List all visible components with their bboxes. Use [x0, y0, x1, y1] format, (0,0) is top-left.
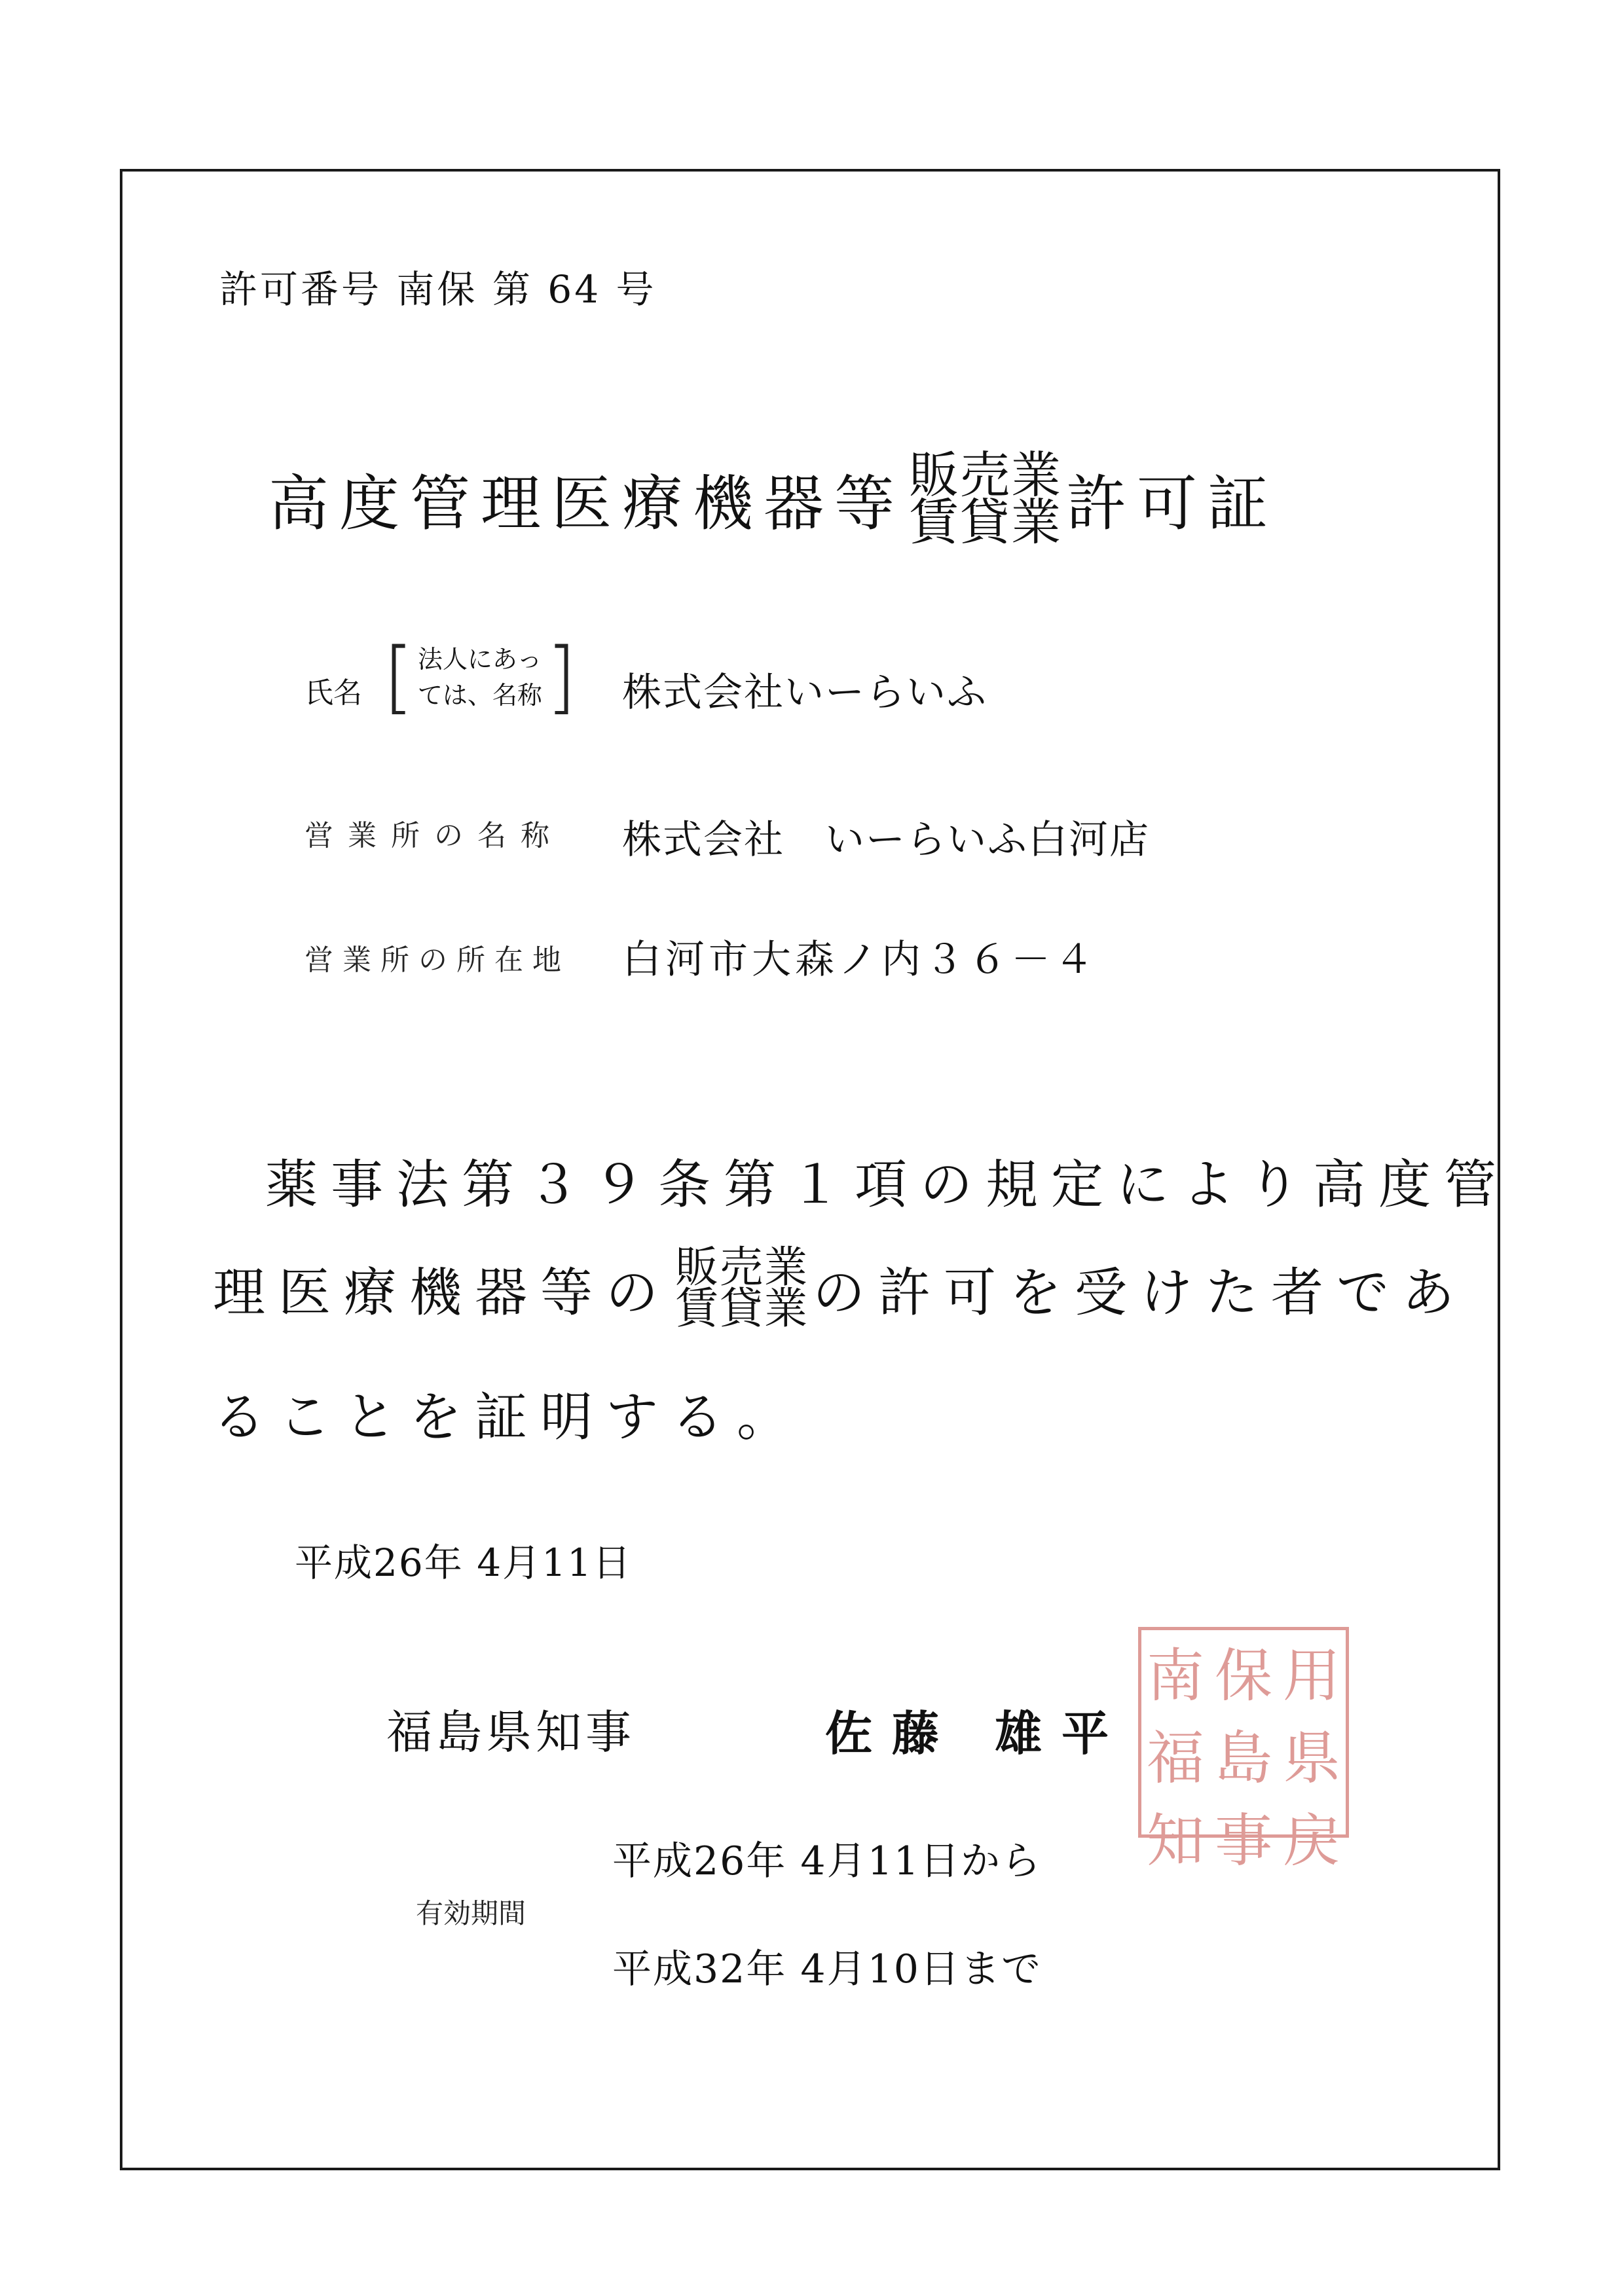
seal-char: 南	[1146, 1642, 1204, 1709]
body-line2-suffix: の許可を受けた者であ	[813, 1262, 1467, 1324]
name-note-line2: ては、名称	[417, 681, 542, 710]
seal-char: 島	[1214, 1724, 1272, 1792]
seal-char: 戻	[1282, 1807, 1340, 1874]
seal-char: 福	[1146, 1724, 1204, 1792]
body-line-1: 薬事法第３９条第１項の規定により高度管	[265, 1154, 1509, 1215]
office-label: 営業所の名称	[304, 819, 564, 852]
body-line-2	[213, 1242, 1467, 1334]
issue-date: 平成26年 4月11日	[295, 1540, 632, 1585]
body-stack-bottom: 賃貸業	[675, 1283, 809, 1334]
seal-char: 用	[1282, 1642, 1340, 1709]
title-suffix: 許可証	[1066, 469, 1279, 539]
name-note-lines	[414, 642, 546, 714]
valid-until: 平成32年 4月10日まで	[612, 1946, 1042, 1992]
title-stack-bottom: 賃貸業	[909, 493, 1063, 552]
right-bracket-icon: ]	[545, 632, 577, 723]
body-line-3: ることを証明する。	[213, 1387, 802, 1448]
name-label: 氏名	[304, 676, 362, 710]
body-business-type	[675, 1242, 809, 1334]
name-note-line1: 法人にあっ	[417, 644, 542, 674]
seal-char: 知	[1146, 1807, 1204, 1874]
valid-from: 平成26年 4月11日から	[612, 1838, 1042, 1884]
body-stack-top: 販売業	[675, 1242, 809, 1292]
issuer-title: 福島県知事	[386, 1705, 635, 1759]
official-seal	[1138, 1627, 1349, 1874]
issuer-name: 佐藤 雄平	[825, 1705, 1129, 1761]
certificate-title	[268, 446, 1279, 552]
address-label: 営業所の所在地	[304, 943, 570, 977]
seal-char: 保	[1214, 1642, 1272, 1709]
seal-char: 事	[1214, 1807, 1272, 1874]
name-value: 株式会社いーらいふ	[622, 670, 987, 716]
office-value: 株式会社 いーらいふ白河店	[622, 817, 1150, 863]
validity-label: 有効期間	[416, 1897, 526, 1929]
body-line2-prefix: 理医療機器等の	[213, 1262, 671, 1324]
title-business-type	[909, 446, 1063, 552]
title-stack-top: 販売業	[909, 446, 1063, 504]
seal-char: 県	[1282, 1724, 1340, 1792]
permit-number: 許可番号 南保 第 64 号	[219, 267, 657, 312]
title-prefix: 高度管理医療機器等	[268, 469, 906, 539]
name-note	[383, 632, 577, 723]
address-value: 白河市大森ノ内３６－４	[622, 937, 1098, 983]
left-bracket-icon: [	[383, 632, 414, 723]
